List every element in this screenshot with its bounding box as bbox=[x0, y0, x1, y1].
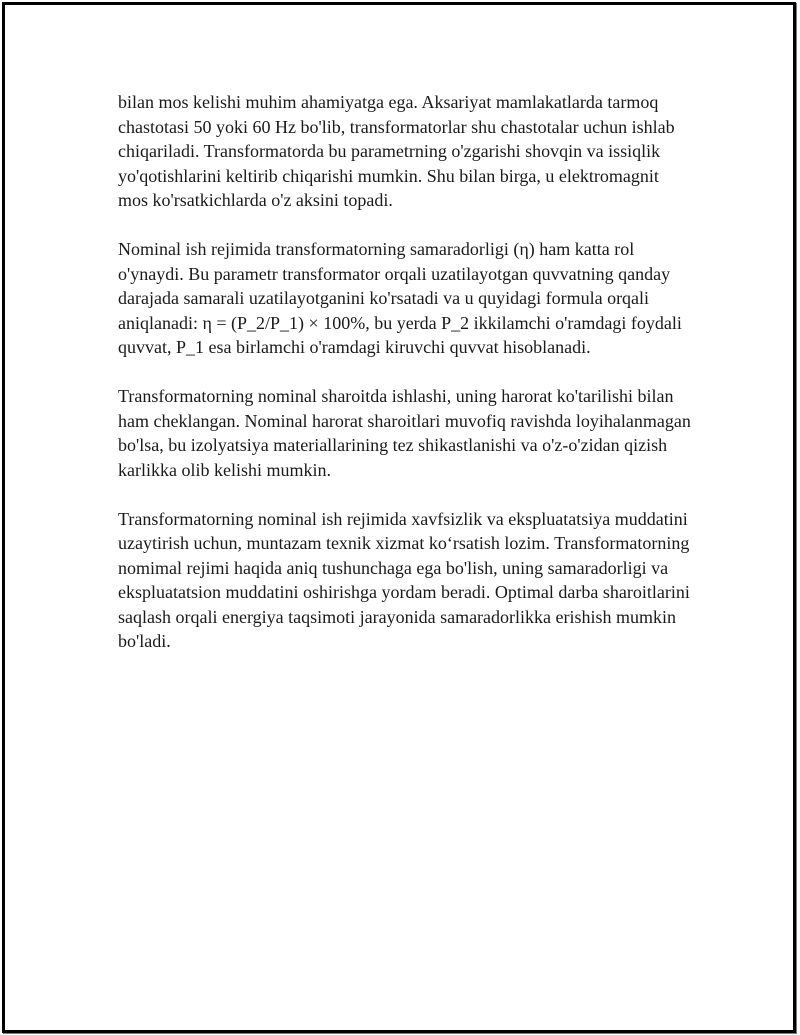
document-body bbox=[118, 90, 693, 678]
paragraph-4: Transformatorning nominal ish rejimida xavfsizlik va ekspluatatsiya muddatini uzaytirish uchun, muntazam texnik xizmat koʻrsatish lozim. Transformatorning nomimal rejimi haqida aniq tushunchaga ega bo'lish, uning samaradorligi va ekspluatatsion muddatini oshirishga yordam beradi. Optimal darba sharoitlarini saqlash orqali energiya taqsimoti jarayonida samaradorlikka erishish mumkin bo'ladi. bbox=[118, 508, 690, 651]
paragraph-2: Nominal ish rejimida transformatorning samaradorligi (η) ham katta rol o'ynaydi. Bu parametr transformator orqali uzatilayotgan quvvatning qanday darajada samarali uzatilayotganini ko'rsatadi va u quyidagi formula orqali aniqlanadi: η = (P_2/P_1) × 100%, bu yerda P_2 ikkilamchi o'ramdagi foydali quvvat, P_1 esa birlamchi o'ramdagi kiruvchi quvvat hisoblanadi. bbox=[118, 239, 682, 357]
paragraph-3: Transformatorning nominal sharoitda ishlashi, uning harorat ko'tarilishi bilan ham cheklangan. Nominal harorat sharoitlari muvofiq ravishda loyihalanmagan bo'lsa, bu izolyatsiya materiallarining tez shikastlanishi va o'z-o'zidan qizish karlikka olib kelishi mumkin. bbox=[118, 386, 691, 480]
paragraph-1: bilan mos kelishi muhim ahamiyatga ega. Aksariyat mamlakatlarda tarmoq chastotasi 50 yoki 60 Hz bo'lib, transformatorlar shu chastotalar uchun ishlab chiqariladi. Transformatorda bu parametrning o'zgarishi shovqin va issiqlik yo'qotishlarini keltirib chiqarishi mumkin. Shu bilan birga, u elektromagnit mos ko'rsatkichlarda o'z aksini topadi. bbox=[118, 92, 675, 210]
